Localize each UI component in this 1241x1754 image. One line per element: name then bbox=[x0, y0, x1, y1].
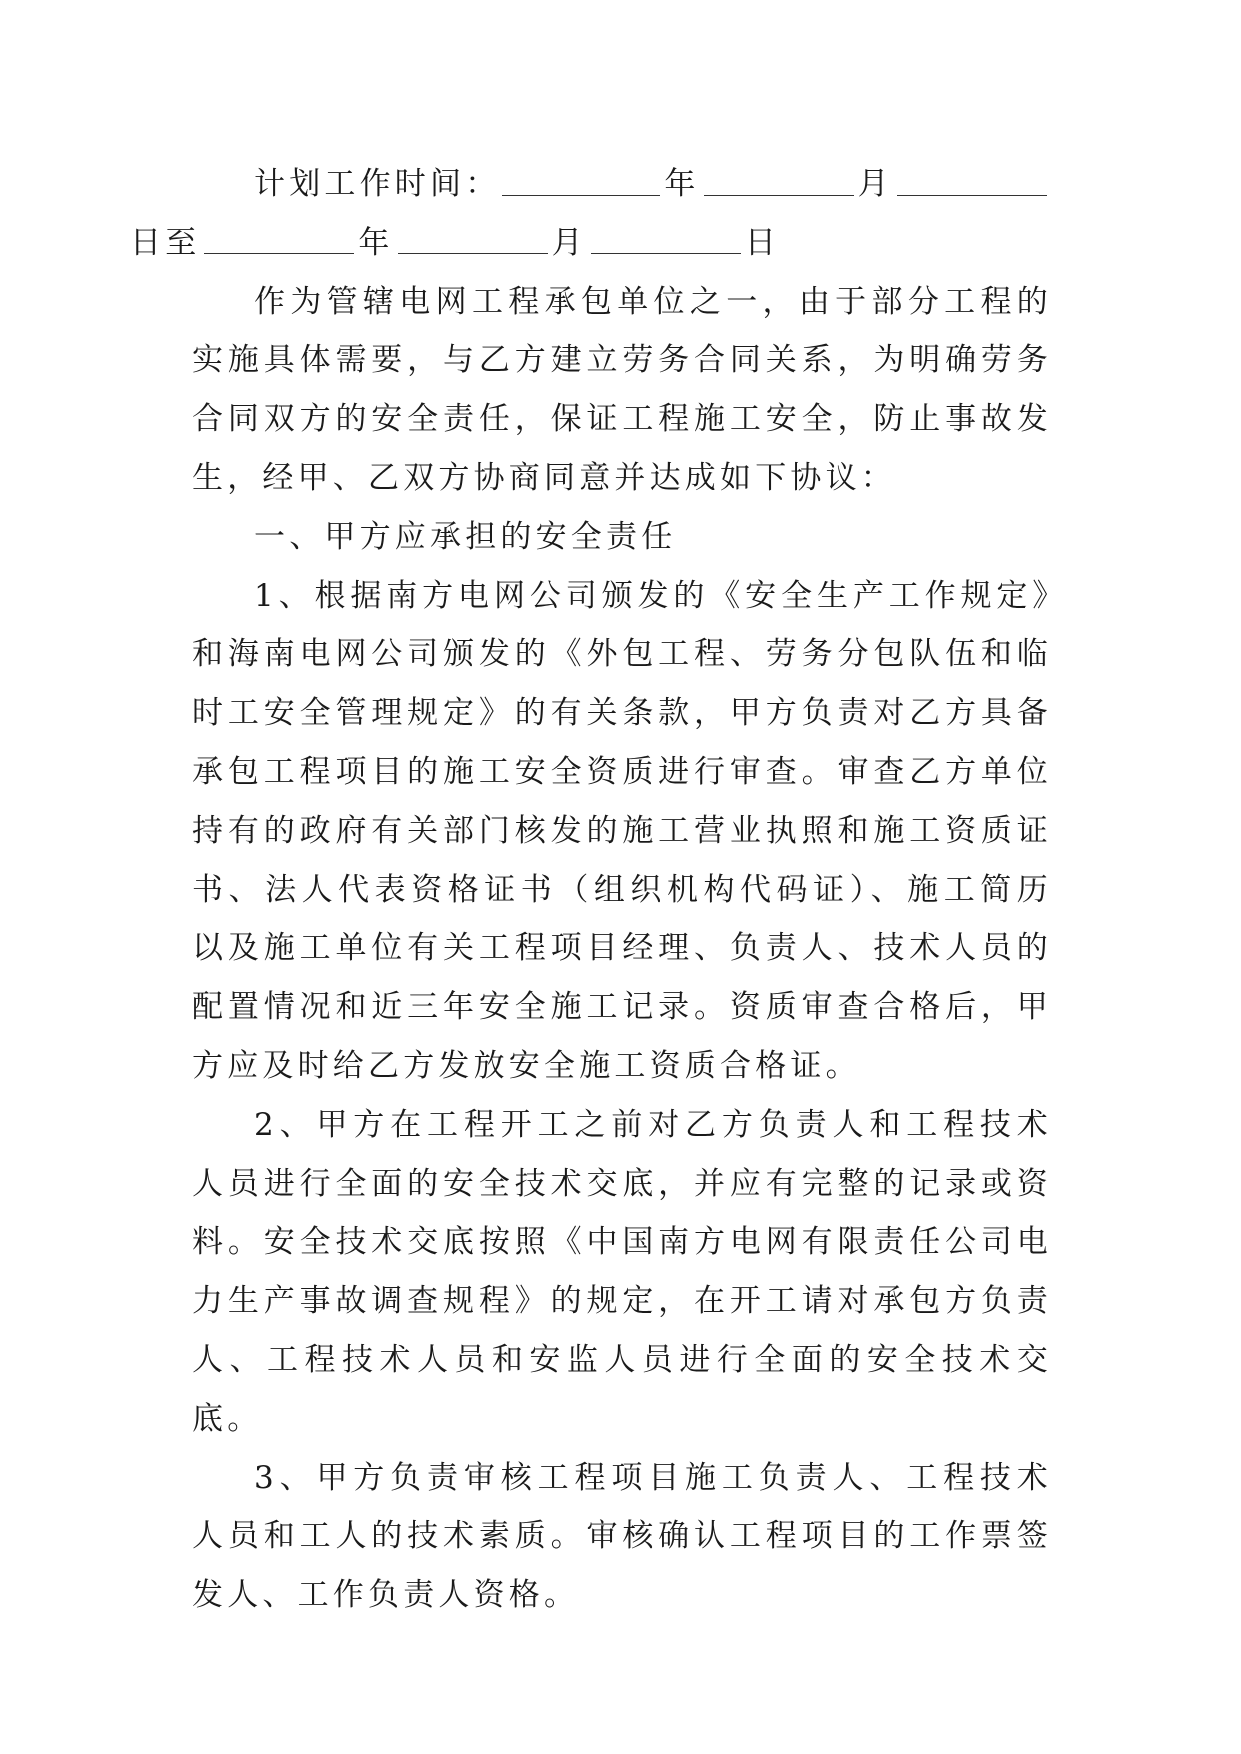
blank-end-day bbox=[591, 225, 741, 254]
end-year-label: 年 bbox=[358, 224, 394, 261]
month-label: 月 bbox=[857, 166, 893, 202]
blank-end-month bbox=[398, 225, 548, 254]
clause-2: 2、甲方在工程开工之前对乙方负责人和工程技术人员进行全面的安全技术交底，并应有完整的记录或资料。安全技术交底按照《中国南方电网有限责任公司电力生产事故调查规程》的规定，在开工请对承包方负责人、工程技术人员和安监人员进行全面的安全技术交底。 bbox=[192, 1106, 1052, 1437]
end-month-label: 月 bbox=[551, 224, 587, 261]
blank-start-year bbox=[502, 167, 660, 196]
blank-start-month bbox=[704, 167, 854, 196]
day-to-label: 日至 bbox=[130, 224, 201, 261]
section-heading-1: 一、甲方应承担的安全责任 bbox=[254, 518, 677, 555]
blank-start-day bbox=[897, 167, 1047, 196]
intro-paragraph: 作为管辖电网工程承包单位之一，由于部分工程的实施具体需要，与乙方建立劳务合同关系，为明确劳务合同双方的安全责任，保证工程施工安全，防止事故发生，经甲、乙双方协商同意并达成如下协议： bbox=[192, 283, 1052, 496]
blank-end-year bbox=[204, 225, 354, 254]
schedule-line bbox=[130, 155, 1052, 273]
year-label: 年 bbox=[664, 166, 700, 202]
document-page bbox=[130, 155, 1052, 1625]
clause-3: 3、甲方负责审核工程项目施工负责人、工程技术人员和工人的技术素质。审核确认工程项目的工作票签发人、工作负责人资格。 bbox=[192, 1459, 1052, 1614]
clause-1: 1、根据南方电网公司颁发的《安全生产工作规定》和海南电网公司颁发的《外包工程、劳务分包队伍和临时工安全管理规定》的有关条款，甲方负责对乙方具备承包工程项目的施工安全资质进行审查。审查乙方单位持有的政府有关部门核发的施工营业执照和施工资质证书、法人代表资格证书（组织机构代码证）、施工简历以及施工单位有关工程项目经理、负责人、技术人员的配置情况和近三年安全施工记录。资质审查合格后，甲方应及时给乙方发放安全施工资质合格证。 bbox=[192, 577, 1052, 1084]
end-day-label: 日 bbox=[744, 224, 781, 261]
schedule-label: 计划工作时间： bbox=[254, 166, 501, 202]
